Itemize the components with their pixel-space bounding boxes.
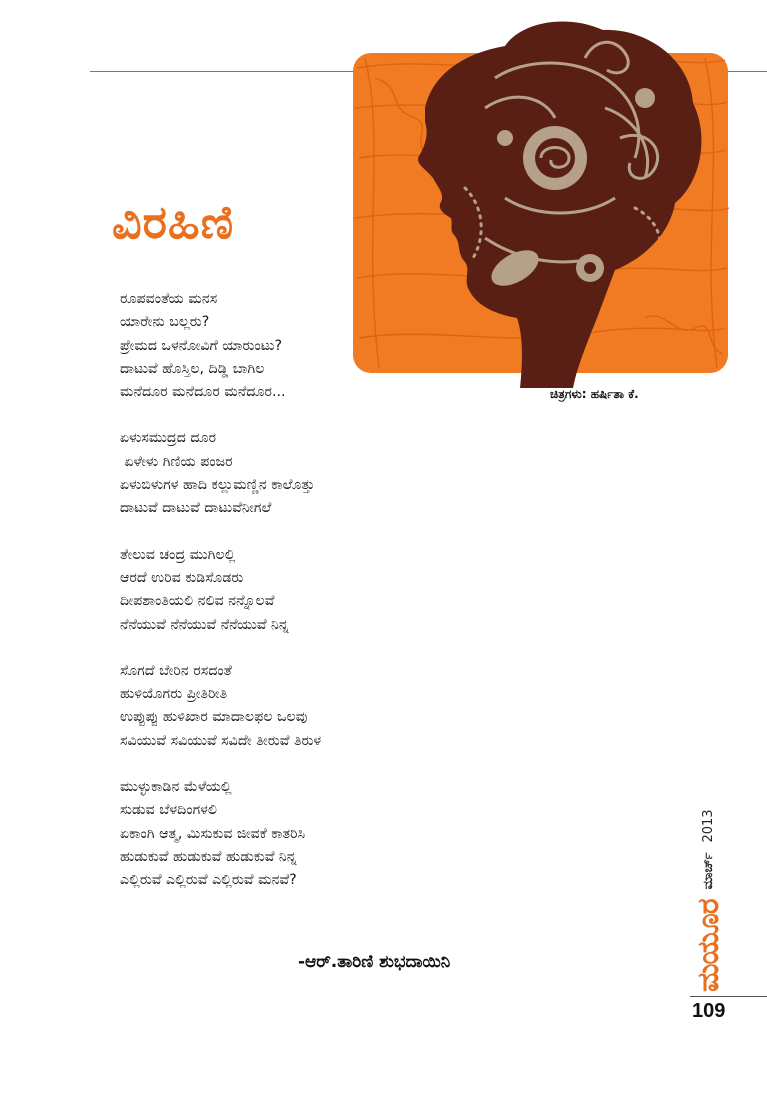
poem-line: ಉಪ್ಪುಪ್ಪು ಹುಳಿಖಾರ ಮಾದಾಲಫಲ ಒಲವು [120, 709, 308, 726]
poem-line: ಎಲ್ಲಿರುವೆ ಎಲ್ಲಿರುವೆ ಎಲ್ಲಿರುವೆ ಮನವೆ? [120, 872, 297, 889]
poem-line: ಸೊಗದೆ ಬೇರಿನ ರಸದಂತೆ [120, 662, 232, 679]
page-number-rule [690, 996, 767, 997]
poem-line: ಆರದೆ ಉರಿವ ಕುಡಿಸೊಡರು [120, 569, 244, 586]
poem-line: ಸುಡುವ ಬೆಳದಿಂಗಳಲಿ [120, 802, 218, 819]
poem-line: ಮನೆದೂರ ಮನೆದೂರ ಮನೆದೂರ... [120, 384, 286, 401]
poem-line: ಏಳುಸಮುದ್ರದ ದೂರ [120, 430, 217, 447]
poem-line: ಪ್ರೇಮದ ಒಳನೋವಿಗೆ ಯಾರುಂಟು? [120, 337, 283, 354]
stanza-4 [120, 660, 540, 753]
poem-line: ನೆನೆಯುವೆ ನೆನೆಯುವೆ ನೆನೆಯುವೆ ನಿನ್ನ [120, 616, 289, 633]
stanza-1 [120, 288, 540, 404]
stanza-2 [120, 427, 540, 520]
poem-body [120, 288, 540, 916]
poem-line: ಯಾರೇನು ಬಲ್ಲರು? [120, 314, 210, 331]
stanza-3 [120, 544, 540, 637]
poem-line: ಏಳುಬಿಳುಗಳ ಹಾದಿ ಕಲ್ಲುಮಣ್ಣಿನ ಕಾಲೊತ್ತು [120, 477, 315, 494]
page-number: 109 [692, 1000, 726, 1022]
poem-title: ವಿರಹಿಣಿ [112, 195, 235, 249]
poem-line: ತೇಲುವ ಚಂದ್ರ ಮುಗಿಲಲ್ಲಿ [120, 546, 236, 563]
poem-line: ಏಕಾಂಗಿ ಆತ್ಮ, ಮಿಸುಕುವ ಜೀವಕೆ ಕಾತರಿಸಿ [120, 825, 306, 842]
poem-line: ರೂಪವಂತೆಯ ಮನಸ [120, 291, 218, 307]
poem-line: ಹುಡುಕುವೆ ಹುಡುಕುವೆ ಹುಡುಕುವೆ ನಿನ್ನ [120, 848, 297, 865]
poem-line: ದೀಪಶಾಂತಿಯಲಿ ನಲಿವ ನನ್ನೊಲವೆ [120, 593, 275, 610]
illustration-credit: ಚಿತ್ರಗಳು: ಹರ್ಷಿತಾ ಕೆ. [550, 387, 639, 401]
stanza-5 [120, 776, 540, 892]
magazine-name: ಮಯೂರ [690, 899, 726, 992]
issue-month: ಮಾರ್ಚ್ [700, 852, 716, 890]
poem-author: -ಆರ್.ತಾರಿಣಿ ಶುಭದಾಯಿನಿ [298, 952, 451, 972]
poem-line: ಮುಳ್ಳುಕಾಡಿನ ಮೆಳೆಯಲ್ಲಿ [120, 779, 232, 796]
poem-line: ದಾಟುವೆ ದಾಟುವೆ ದಾಟುವೆನೀಗಲೆ [120, 500, 272, 517]
poem-line: ಹುಳಿಯೊಗರು ಪ್ರೀತಿರೀತಿ [120, 686, 228, 703]
magazine-footer-vertical [688, 770, 728, 992]
poem-line: ದಾಟುವೆ ಹೊಸ್ತಿಲ, ದಿಡ್ಡಿ ಬಾಗಿಲ [120, 360, 265, 377]
issue-year: 2013 [700, 809, 716, 843]
poem-line: ಏಳೇಳು ಗಿಣಿಯ ಪಂಜರ [120, 453, 233, 470]
poem-line: ಸವಿಯುವೆ ಸವಿಯುವೆ ಸವಿದೇ ತೀರುವೆ ತಿರುಳ [120, 732, 322, 749]
